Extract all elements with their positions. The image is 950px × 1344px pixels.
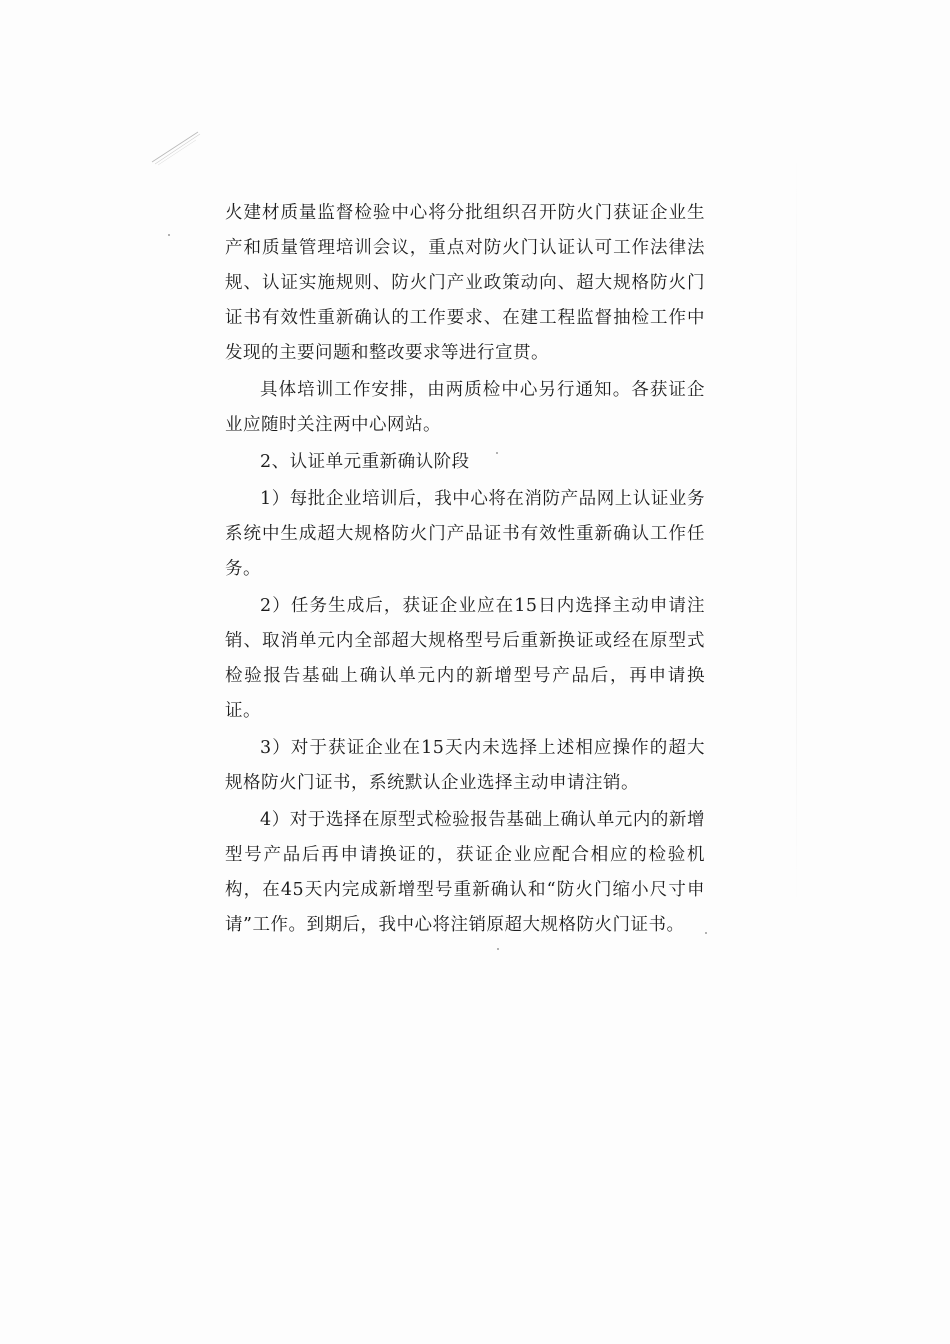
scan-speck bbox=[497, 948, 499, 950]
paragraph-training-meeting: 火建材质量监督检验中心将分批组织召开防火门获证企业生产和质量管理培训会议，重点对防火门认证认可工作法律法规、认证实施规则、防火门产业政策动向、超大规格防火门证书有效性重新确认的工作要求、在建工程监督抽检工作中发现的主要问题和整改要求等进行宣贯。 bbox=[225, 203, 705, 363]
paragraph-item-1: 1）每批企业培训后，我中心将在消防产品网上认证业务系统中生成超大规格防火门产品证书有效性重新确认工作任务。 bbox=[225, 489, 705, 579]
heading-reconfirmation-stage: 2、认证单元重新确认阶段 bbox=[260, 452, 470, 472]
scan-edge-shadow bbox=[796, 150, 797, 910]
paragraph-item-4: 4）对于选择在原型式检验报告基础上确认单元内的新增型号产品后再申请换证的，获证企业应配合相应的检验机构，在45天内完成新增型号重新确认和“防火门缩小尺寸申请”工作。到期后，我中心将注销原超大规格防火门证书。 bbox=[225, 810, 705, 935]
paragraph-item-2: 2）任务生成后，获证企业应在15日内选择主动申请注销、取消单元内全部超大规格型号后重新换证或经在原型式检验报告基础上确认单元内的新增型号产品后，再申请换证。 bbox=[225, 596, 705, 721]
scan-speck bbox=[705, 932, 707, 934]
pen-stroke-mark bbox=[150, 128, 210, 168]
document-body bbox=[225, 196, 705, 943]
paragraph-item-3: 3）对于获证企业在15天内未选择上述相应操作的超大规格防火门证书，系统默认企业选择主动申请注销。 bbox=[225, 738, 705, 793]
scan-speck bbox=[168, 234, 170, 236]
paragraph-training-arrangement: 具体培训工作安排，由两质检中心另行通知。各获证企业应随时关注两中心网站。 bbox=[225, 380, 705, 435]
